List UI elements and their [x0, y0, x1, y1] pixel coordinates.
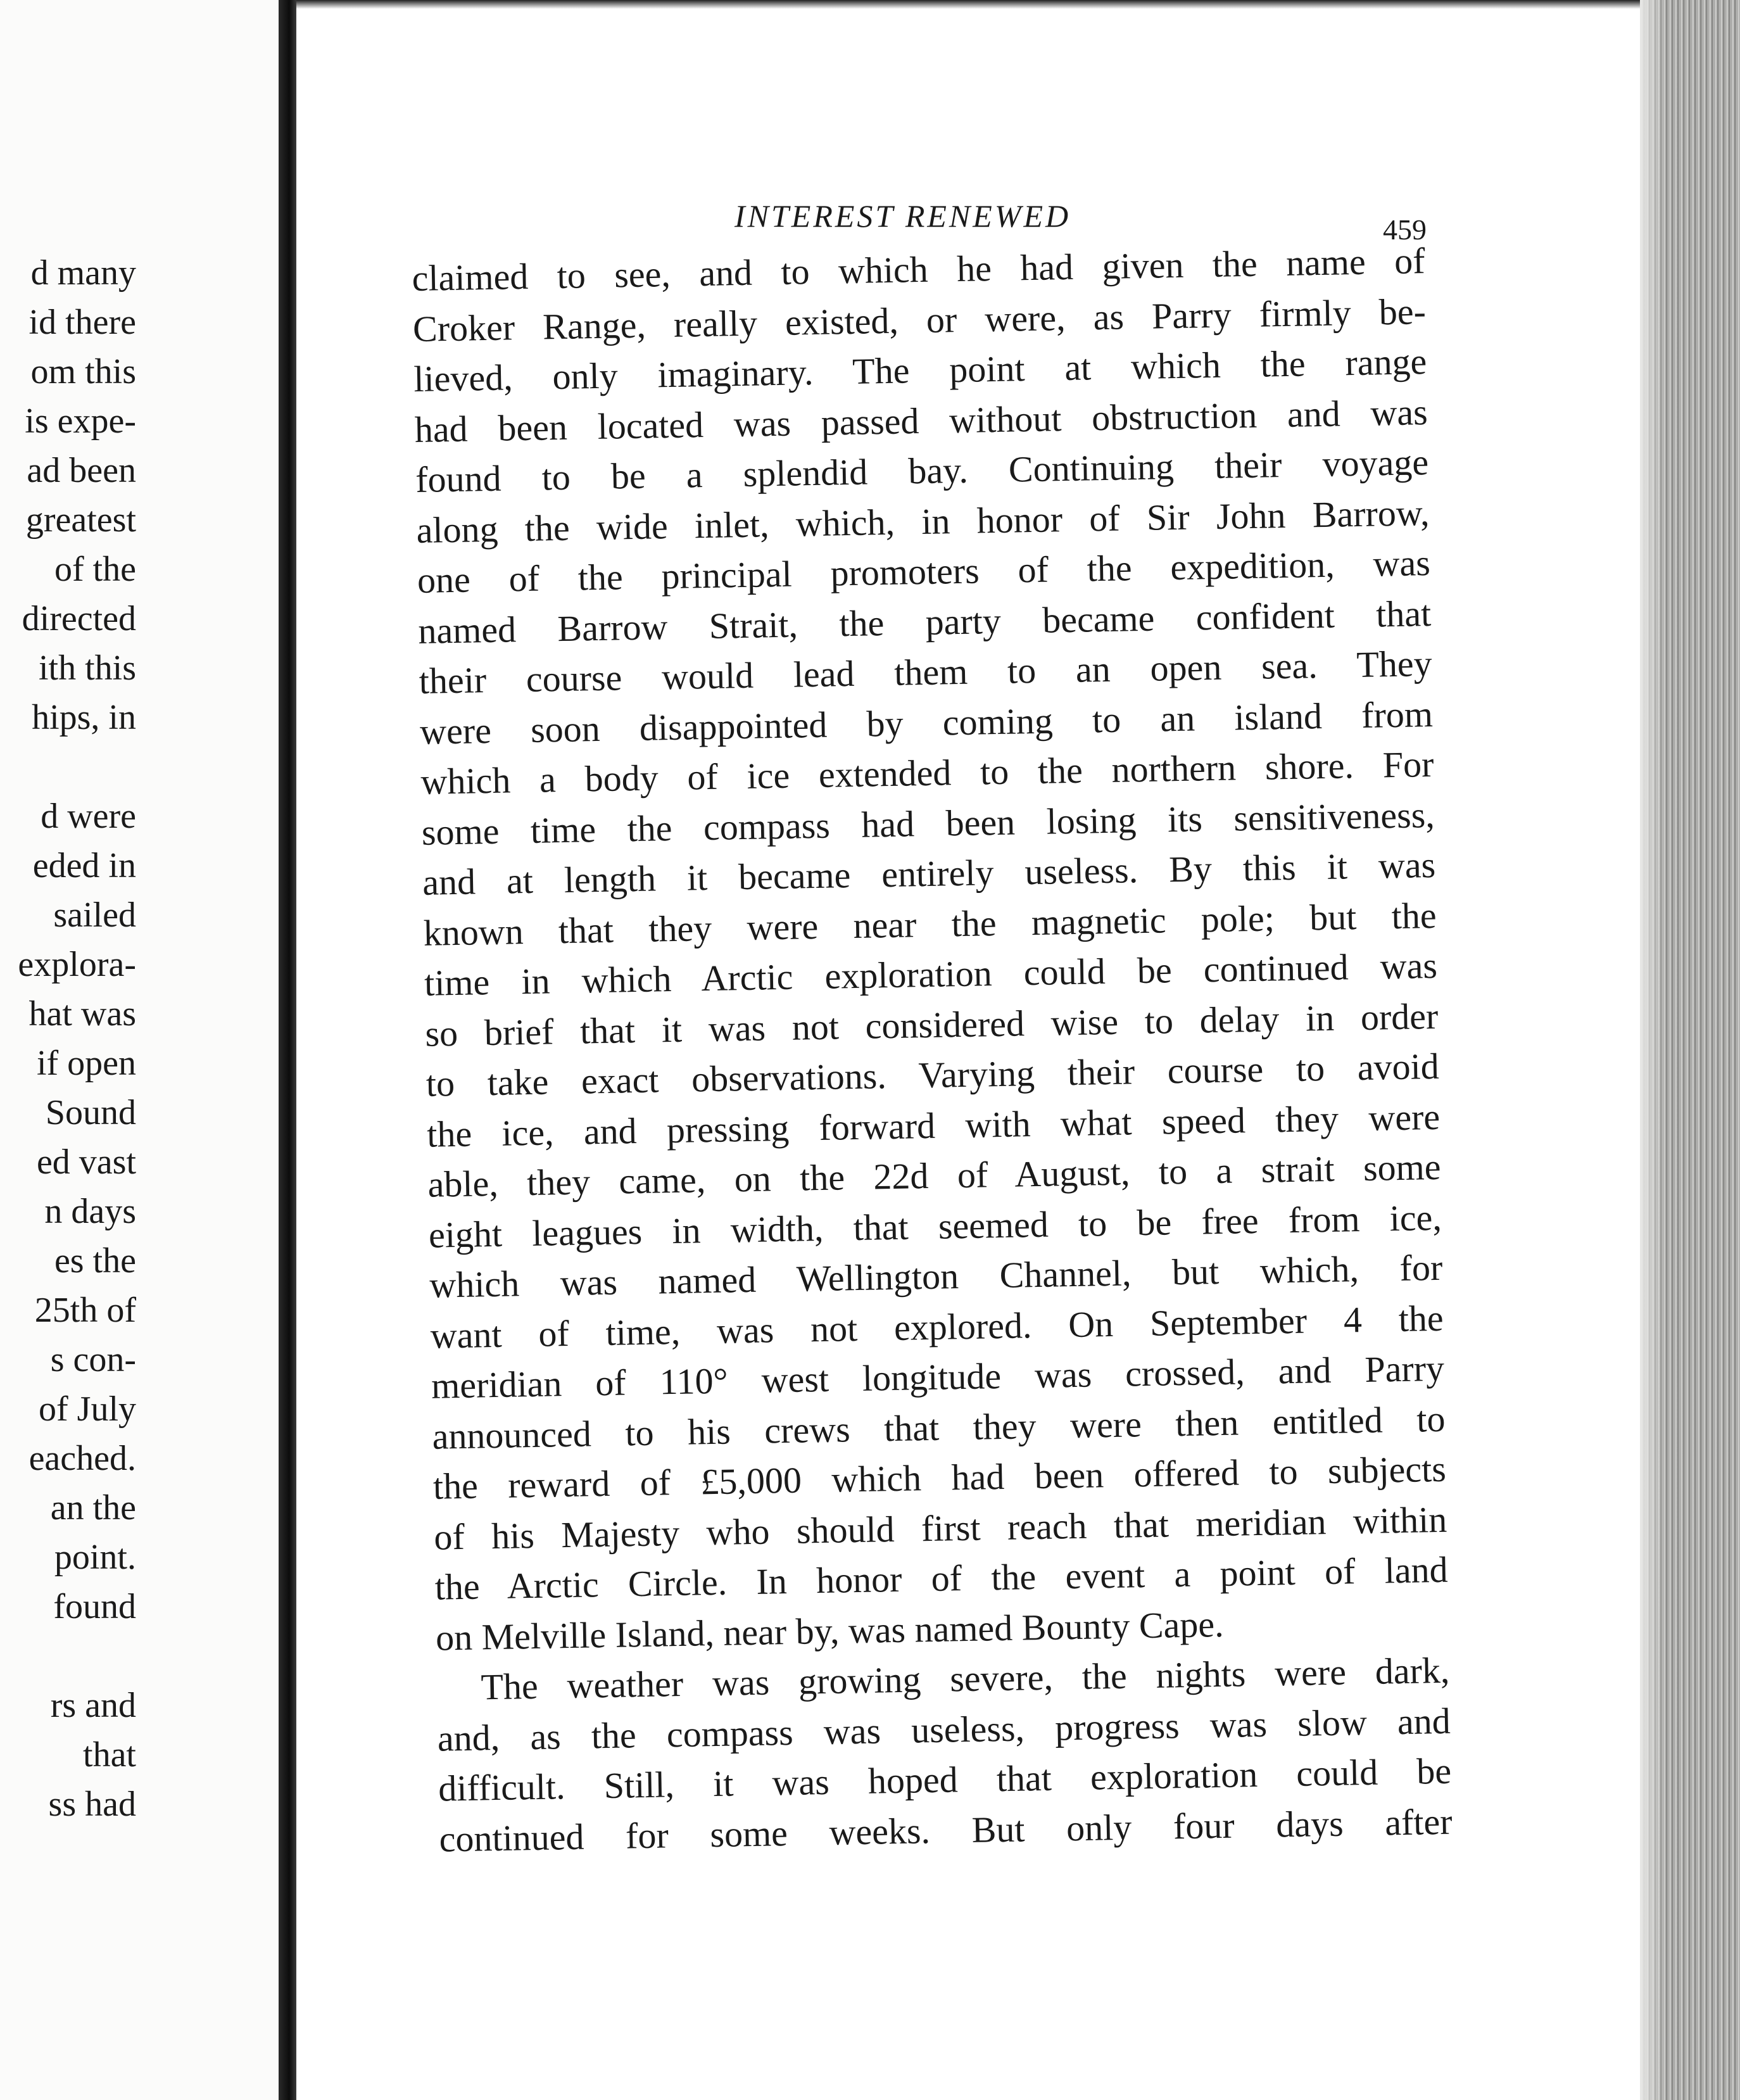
left-text-fragment: of July	[39, 1389, 136, 1429]
text-line: claimed to see, and to which he had given the name of	[412, 240, 1426, 299]
text-line: The weather was growing severe, the nights were dark,	[480, 1649, 1450, 1708]
text-line: able, they came, on the 22d of August, to a strait some	[427, 1146, 1441, 1205]
text-line: meridian of 110° west longitude was crossed, and Parry	[431, 1347, 1445, 1407]
left-text-fragment: sailed	[53, 895, 136, 935]
left-text-fragment: of the	[54, 550, 136, 589]
text-line: named Barrow Strait, the party became confident that	[417, 592, 1432, 652]
text-line: lieved, only imaginary. The point at which the range	[413, 341, 1427, 400]
text-line: which was named Wellington Channel, but which, for	[429, 1246, 1443, 1306]
left-text-fragment: ss had	[48, 1785, 136, 1824]
text-line: announced to his crews that they were then entitled to	[432, 1398, 1446, 1457]
text-line: time in which Arctic exploration could be continued was	[424, 944, 1438, 1004]
text-line: on Melville Island, near by, was named Bounty Cape.	[435, 1603, 1225, 1659]
left-text-fragment: found	[53, 1587, 136, 1626]
left-text-fragment: d were	[41, 797, 136, 836]
left-text-fragment: if open	[36, 1044, 136, 1083]
left-text-fragment: n days	[44, 1192, 136, 1231]
left-text-fragment: ed vast	[36, 1142, 136, 1182]
text-line: the Arctic Circle. In honor of the event a point of land	[434, 1548, 1449, 1608]
left-text-fragment: hips, in	[32, 698, 136, 737]
text-line: the ice, and pressing forward with what speed they were	[426, 1096, 1441, 1155]
left-text-fragment: om this	[30, 352, 136, 391]
text-line: of his Majesty who should first reach that meridian within	[433, 1498, 1447, 1558]
text-line: continued for some weeks. But only four days after	[439, 1800, 1453, 1860]
left-text-fragment: directed	[22, 599, 136, 638]
left-text-fragment: rs and	[50, 1686, 136, 1725]
left-text-fragment: id there	[28, 303, 136, 342]
left-text-fragment: hat was	[28, 994, 136, 1034]
left-text-fragment: 25th of	[34, 1291, 136, 1330]
left-text-fragment: is expe-	[25, 402, 136, 441]
text-line: and at length it became entirely useless. By this it was	[422, 844, 1436, 903]
text-line: Croker Range, really existed, or were, as Parry firmly be-	[412, 290, 1427, 350]
left-text-fragment: eached.	[28, 1439, 136, 1478]
paragraph-1	[412, 236, 1449, 1663]
page-edges	[1640, 0, 1740, 2100]
left-text-fragment: s con-	[50, 1340, 136, 1379]
text-line: and, as the compass was useless, progress was slow and	[437, 1700, 1451, 1759]
text-line: their course would lead them to an open sea. They	[419, 642, 1433, 702]
text-line: found to be a splendid bay. Continuing their voyage	[415, 441, 1429, 500]
body-text	[412, 236, 1453, 1864]
text-line: were soon disappointed by coming to an island from	[419, 693, 1434, 752]
left-text-fragment: eded in	[32, 846, 136, 885]
top-edge-shadow	[296, 0, 1740, 9]
left-text-fragment: d many	[30, 253, 136, 293]
text-line: eight leagues in width, that seemed to be free from ice,	[428, 1196, 1442, 1256]
text-line: known that they were near the magnetic pole; but the	[423, 894, 1437, 954]
text-line: so brief that it was not considered wise to delay in order	[424, 995, 1439, 1054]
text-line: want of time, was not explored. On September 4 the	[430, 1297, 1444, 1357]
book-gutter	[279, 0, 296, 2100]
text-line: the reward of £5,000 which had been offered to subjects	[432, 1448, 1447, 1507]
left-text-fragment: es the	[54, 1241, 136, 1281]
running-head: INTEREST RENEWED	[734, 198, 1071, 234]
left-facing-page	[0, 0, 279, 2100]
left-text-fragment: ith this	[38, 648, 136, 688]
text-line: some time the compass had been losing its sensitiveness,	[421, 794, 1435, 853]
text-line: which a body of ice extended to the northern shore. For	[420, 743, 1434, 802]
text-line: to take exact observations. Varying their course to avoid	[426, 1045, 1440, 1104]
left-text-fragment: point.	[54, 1538, 136, 1577]
left-text-fragment: ad been	[27, 451, 136, 490]
left-text-fragment: explora-	[18, 945, 136, 984]
left-text-fragment: that	[83, 1735, 136, 1774]
text-line: had been located was passed without obstruction and was	[414, 391, 1428, 450]
left-text-fragment: an the	[50, 1488, 136, 1528]
paragraph-2	[436, 1645, 1453, 1864]
text-line: difficult. Still, it was hoped that exploration could be	[438, 1750, 1452, 1809]
text-line: along the wide inlet, which, in honor of Sir John Barrow,	[416, 491, 1430, 551]
text-line: one of the principal promoters of the expedition, was	[417, 542, 1431, 601]
left-text-fragment: greatest	[25, 500, 136, 540]
page-number: 459	[1383, 213, 1427, 246]
left-text-fragment: Sound	[45, 1093, 136, 1132]
